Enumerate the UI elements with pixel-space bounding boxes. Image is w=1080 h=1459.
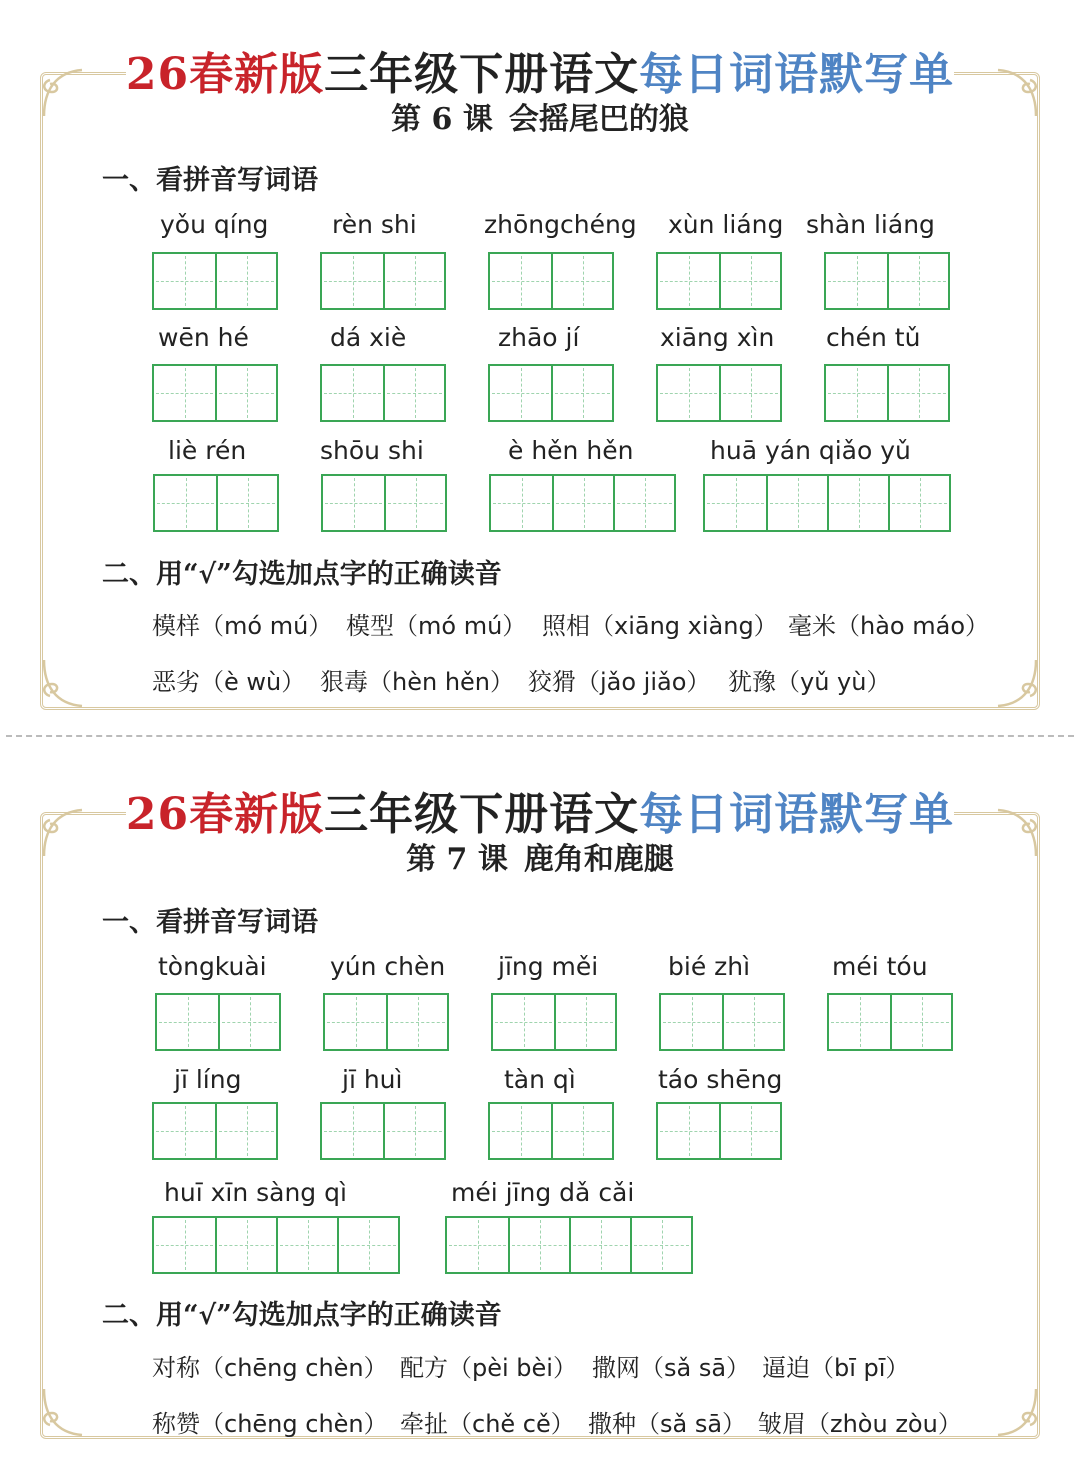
writing-grid[interactable] (703, 474, 951, 532)
section-heading-readings: 二、用“√”勾选加点字的正确读音 (102, 559, 502, 590)
corner-flourish-icon (980, 1381, 1044, 1445)
title-black: 三年级下册语文 (324, 789, 640, 840)
reading-word: 毫米 (788, 612, 836, 640)
reading-options[interactable]: （yǔ yù） (776, 668, 891, 696)
reading-word: 犹豫 (728, 668, 776, 696)
pinyin-label: huā yán qiǎo yǔ (710, 436, 911, 465)
lesson-number: 第 7 课 (406, 842, 508, 877)
writing-grid[interactable] (491, 993, 617, 1051)
writing-grid[interactable] (152, 1102, 278, 1160)
pinyin-label: shōu shi (320, 436, 424, 465)
reading-word: 逼迫 (762, 1354, 810, 1382)
reading-word: 狠毒 (320, 668, 368, 696)
writing-grid[interactable] (323, 993, 449, 1051)
pinyin-label: xiāng xìn (660, 323, 775, 352)
reading-word: 称赞 (152, 1410, 200, 1438)
reading-item (152, 1404, 388, 1439)
title-black: 三年级下册语文 (324, 49, 640, 100)
reading-options[interactable]: （hào máo） (836, 612, 989, 640)
pinyin-label: tòngkuài (158, 952, 267, 981)
reading-word: 照相 (542, 612, 590, 640)
reading-options[interactable]: （zhòu zòu） (806, 1410, 962, 1438)
writing-grid[interactable] (659, 993, 785, 1051)
reading-options[interactable]: （mó mú） (394, 612, 527, 640)
writing-grid[interactable] (320, 252, 446, 310)
reading-options[interactable]: （sǎ sā） (640, 1354, 751, 1382)
reading-options[interactable]: （è wù） (200, 668, 306, 696)
pinyin-label: táo shēng (658, 1065, 783, 1094)
title-blue: 每日词语默写单 (639, 789, 955, 840)
worksheet-title (0, 38, 1080, 102)
pinyin-label: jīng měi (498, 952, 599, 981)
pinyin-label: zhāo jí (498, 323, 580, 352)
reading-item (528, 662, 710, 697)
pinyin-label: yǒu qíng (160, 210, 269, 239)
pinyin-label: liè rén (168, 436, 247, 465)
worksheet-lesson-7 (0, 740, 1080, 1459)
reading-item (592, 1348, 750, 1383)
writing-grid[interactable] (320, 1102, 446, 1160)
writing-grid[interactable] (488, 252, 614, 310)
pinyin-label: wēn hé (158, 323, 249, 352)
reading-item (758, 1404, 962, 1439)
writing-grid[interactable] (824, 364, 950, 422)
lesson-name: 鹿角和鹿腿 (523, 842, 674, 877)
pinyin-label: huī xīn sàng qì (164, 1178, 347, 1207)
writing-grid[interactable] (656, 1102, 782, 1160)
writing-grid[interactable] (827, 993, 953, 1051)
reading-item (588, 1404, 746, 1439)
reading-options[interactable]: （chēng chèn） (200, 1410, 388, 1438)
pinyin-label: jī líng (174, 1065, 242, 1094)
title-red: 26春新版 (125, 49, 325, 100)
pinyin-label: jī huì (342, 1065, 403, 1094)
pinyin-label: è hěn hěn (508, 436, 634, 465)
writing-grid[interactable] (153, 474, 279, 532)
reading-item (542, 606, 778, 641)
reading-options[interactable]: （mó mú） (200, 612, 333, 640)
corner-flourish-icon (36, 652, 100, 716)
writing-grid[interactable] (152, 364, 278, 422)
reading-word: 皱眉 (758, 1410, 806, 1438)
reading-word: 撒种 (588, 1410, 636, 1438)
reading-options[interactable]: （chēng chèn） (200, 1354, 388, 1382)
reading-item (320, 662, 514, 697)
writing-grid[interactable] (155, 993, 281, 1051)
reading-item (152, 606, 332, 641)
reading-word: 狡猾 (528, 668, 576, 696)
section-heading-readings: 二、用“√”勾选加点字的正确读音 (102, 1300, 502, 1331)
pinyin-label: zhōngchéng (484, 210, 637, 239)
title-red: 26春新版 (125, 789, 325, 840)
reading-item (400, 1348, 577, 1383)
title-blue: 每日词语默写单 (639, 49, 955, 100)
reading-word: 牵扯 (400, 1410, 448, 1438)
lesson-heading (0, 834, 1080, 878)
pinyin-label: xùn liáng (668, 210, 784, 239)
writing-grid[interactable] (320, 364, 446, 422)
writing-grid[interactable] (445, 1216, 693, 1274)
pinyin-label: rèn shi (332, 210, 417, 239)
reading-word: 撒网 (592, 1354, 640, 1382)
reading-options[interactable]: （hèn hěn） (368, 668, 515, 696)
reading-item (788, 606, 989, 641)
pinyin-label: bié zhì (668, 952, 751, 981)
writing-grid[interactable] (488, 1102, 614, 1160)
lesson-heading (0, 94, 1080, 138)
writing-grid[interactable] (824, 252, 950, 310)
writing-grid[interactable] (321, 474, 447, 532)
section-heading-pinyin: 一、看拼音写词语 (102, 165, 318, 196)
reading-options[interactable]: （pèi bèi） (448, 1354, 577, 1382)
worksheet-title (0, 778, 1080, 842)
reading-item (152, 1348, 388, 1383)
writing-grid[interactable] (152, 1216, 400, 1274)
reading-item (762, 1348, 909, 1383)
reading-item (400, 1404, 575, 1439)
reading-word: 模型 (346, 612, 394, 640)
pinyin-label: méi tóu (832, 952, 928, 981)
corner-flourish-icon (980, 652, 1044, 716)
lesson-name: 会摇尾巴的狼 (508, 102, 689, 137)
reading-word: 对称 (152, 1354, 200, 1382)
pinyin-label: shàn liáng (806, 210, 935, 239)
reading-word: 配方 (400, 1354, 448, 1382)
reading-word: 恶劣 (152, 668, 200, 696)
writing-grid[interactable] (488, 364, 614, 422)
reading-options[interactable]: （chě cě） (448, 1410, 575, 1438)
writing-grid[interactable] (152, 252, 278, 310)
section-heading-pinyin: 一、看拼音写词语 (102, 907, 318, 938)
reading-options[interactable]: （xiāng xiàng） (590, 612, 778, 640)
writing-grid[interactable] (656, 364, 782, 422)
reading-options[interactable]: （sǎ sā） (636, 1410, 747, 1438)
reading-item (728, 662, 890, 697)
reading-word: 模样 (152, 612, 200, 640)
reading-item (346, 606, 526, 641)
reading-options[interactable]: （jǎo jiǎo） (576, 668, 711, 696)
reading-item (152, 662, 305, 697)
pinyin-label: tàn qì (504, 1065, 576, 1094)
reading-options[interactable]: （bī pī） (810, 1354, 910, 1382)
pinyin-label: yún chèn (330, 952, 446, 981)
pinyin-label: chén tǔ (826, 323, 921, 352)
pinyin-label: dá xiè (330, 323, 407, 352)
pinyin-label: méi jīng dǎ cǎi (451, 1178, 635, 1207)
page-divider (6, 735, 1074, 737)
writing-grid[interactable] (656, 252, 782, 310)
corner-flourish-icon (36, 1381, 100, 1445)
writing-grid[interactable] (489, 474, 676, 532)
lesson-number: 第 6 课 (391, 102, 493, 137)
